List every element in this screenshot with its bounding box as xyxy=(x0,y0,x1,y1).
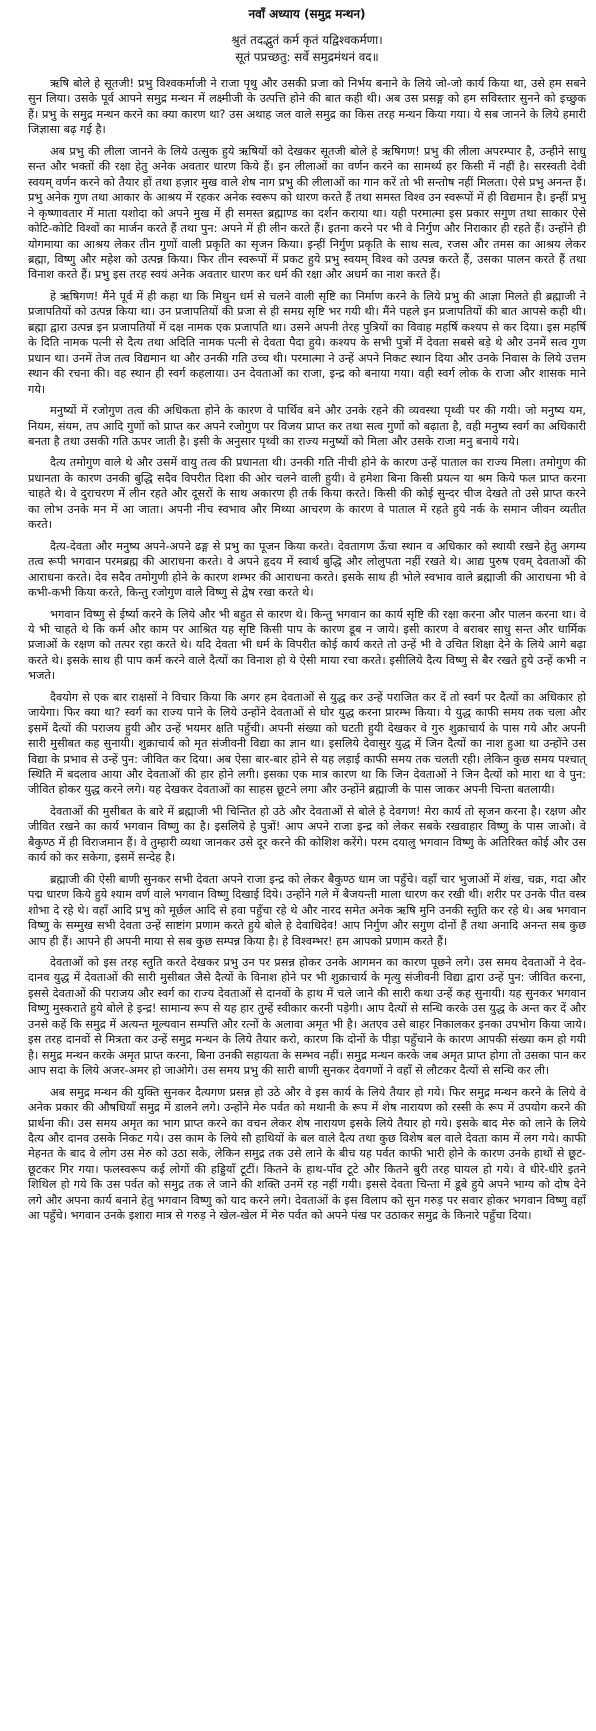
paragraph-11: देवताओं को इस तरह स्तुति करते देखकर प्रभु उन पर प्रसन्न होकर उनके आगमन का कारण पूछने लगे। उस समय देवताओं ने देव-दानव युद्ध में देवताओं की सारी मुसीबत जैसे दैत्यों के विनाश होने पर भी शुक्राचार्य के मृत्यु संजीवनी विद्या द्वारा उन्हें पुन: जीवित करना, इससे देवताओं की पराजय और स्वर्ग का राज्य देवताओं से दानवों के हाथ में चले जाने की सारी कथा उन्हें कह सुनायी। यह सुनकर भगवान विष्णु मुस्कराते हुये बोले हे इन्द्र! सामान्य रूप से यह हार तुम्हें स्वीकार करनी पड़ेगी। आप दैत्यों से सन्धि करके उस युद्ध के अन्त कर दें और उनसे कहें कि समुद्र में अत्यन्त मूल्यवान सम्पत्ति और रत्नों के अलावा अमृत भी है। अतएव उसे बाहर निकालकर इनका उपभोग किया जाये। इस तरह दानवों से मित्रता कर उन्हें समुद्र मन्थन के लिये तैयार करो, कारण कि दोनों के पीड़ा पहुँचाने के कारण आपकी संख्या कम हो गयी है। समुद्र मन्थन करके अमृत प्राप्त करना, बिना उनकी सहायता के सम्भव नहीं। समुद्र मन्थन करके जब अमृत प्राप्त होगा तो उसका पान कर आप सदा के लिये अजर-अमर हो जाओगे। उस समय प्रभु की सारी बाणी सुनकर देवगणों ने वहाँ से लौटकर दैत्यों से सन्धि कर ली। xyxy=(28,956,586,1078)
paragraph-1: ऋषि बोले हे सूतजी! प्रभु विश्वकर्माजी ने राजा पृथु और उसकी प्रजा को निर्भय बनाने के लिये जो-जो कार्य किया था, उसे हम सबने सुन लिया। उसके पूर्व आपने समुद्र मन्थन में लक्ष्मीजी के उत्पत्ति होने की बात कही थी। अब उस प्रसङ्ग को हम सविस्तार सुनने को इच्छुक हैं। प्रभु के समुद्र मन्थन करने का क्या कारण था? उस अथाह जल वाले समुद्र का किस तरह मन्थन किया गया। ये सब जानने के लिये हमारी जिज्ञासा बढ़ गई है। xyxy=(28,77,586,137)
paragraph-8: दैवयोग से एक बार राक्षसों ने विचार किया कि अगर हम देवताओं से युद्ध कर उन्हें पराजित कर दें तो स्वर्ग पर दैत्यों का अधिकार हो जायेगा। फिर क्या था? स्वर्ग का राज्य पाने के लिये उन्होंने देवताओं से घोर युद्ध करना प्रारम्भ किया। ये युद्ध काफी समय तक चला और इसमें दैत्यों की पराजय हुयी और उन्हें भयमर क्षति पहुँची। अपनी संख्या को घटती हुयी देखकर वे गुरु शुक्राचार्य के पास गये और अपनी सारी मुसीबत कह सुनायी। शुक्राचार्य को मृत संजीवनी विद्या का ज्ञान था। इसलिये देवासुर युद्ध में जिन दैत्यों का नाश हुआ था उन्होंने उस विद्या के प्रभाव से उन्हें पुन: जीवित कर दिया। अब ऐसा बार-बार होने से यह लड़ाई काफी समय तक चलती रही। लेकिन कुछ समय पश्चात् स्थिति में बदलाव आया और देवताओं की हार होने लगी। इसका एक मात्र कारण था कि जिन देवताओं ने जिन दैत्यों को मारा था वे पुन: जीवित होकर युद्ध करने लगे। यह देखकर देवताओं का साहस छूटने लगा और उन्होंने ब्रह्माजी के पास जाकर अपनी चिन्ता बतलायी। xyxy=(28,690,586,797)
paragraph-2: अब प्रभु की लीला जानने के लिये उत्सुक हुये ऋषियों को देखकर सूतजी बोले हे ऋषिगण! प्रभु की लीला अपरम्पार है, उन्हीने साधु सन्त और भक्तों की रक्षा हेतु अनेक अवतार धारण किये हैं। इन लीलाओं का वर्णन करने का सामर्थ्य हर किसी में नहीं है। सरस्वती देवी स्वयम् वर्णन करने को तैयार हों तथा हज़ार मुख वाले शेष नाग प्रभु की लीलाओं का गान करें तो भी सन्तोष नहीं मिलता। ऐसे प्रभु अनन्त हैं। प्रभु अनेक गुण तथा आकार के आश्रय में रहकर अनेक स्वरूप को धारण करते हैं तथा समस्त विश्व उन स्वरूपों में ही विद्यमान है। इन्हीं प्रभु ने कृष्णावतार में माता यशोदा को अपने मुख में ही समस्त ब्रह्माण्ड का दर्शन कराया था। यही परमात्मा इस प्रकार सगुण तथा साकार ऐसे कोटि-कोटि विश्वों का मार्जन करते हैं तथा पुन: अपने में ही लीन करते हैं। इतना करने पर भी वे निर्गुण और निराकार ही रहते हैं। उन्होंने ही योगमाया का आश्रय लेकर तीन गुणों वाली प्रकृति का सृजन किया। इन्हीं निर्गुण प्रकृति के साथ सत्व, रजस और तमस का आश्रय लेकर ब्रह्मा, विष्णु और महेश को उत्पन्न किया। फिर तीन स्वरूपों में प्रकट हुये प्रभु स्वयम् विश्व को उत्पन्न करते हैं, उसका पालन करते हैं तथा विनाश करते हैं। प्रभु इस तरह स्वयं अनेक अवतार धारण कर धर्म की रक्षा और अधर्म का नाश करते हैं। xyxy=(28,144,586,282)
paragraph-12: अब समुद्र मन्थन की युक्ति सुनकर दैत्यगण प्रसन्न हो उठे और वे इस कार्य के लिये तैयार हो गये। फिर समुद्र मन्थन करने के लिये वे अनेक प्रकार की औषधियाँ समुद्र में डालने लगे। उन्होंने मेरु पर्वत को मथानी के रूप में शेष नारायण को रस्सी के रूप में उपयोग करने की प्रार्थना की। उस समय अमृत का भाग प्राप्त करने का वचन लेकर शेष नारायण इसके लिये तैयार हो गये। इसके बाद मेरु को लाने के लिये दैत्य और दानव उसके निकट गये। उस काम के लिये सौ हाथियों के बल वाले दैत्य तथा कुछ विशेष बल वाले देवता काम में लग गये। काफी मेहनत के बाद वे लोग उस मेरु को उठा सके, लेकिन समुद्र तक उसे लाने के बीच यह पर्वत काफी भारी होने के कारण उनके हाथों से छूट-छूटकर गिर गया। फलस्वरूप कई लोगों की हड्डियाँ टूटीं। कितने के हाथ-पाँव टूटे और कितने बुरी तरह घायल हो गये। वे धीरे-धीरे इतने शिथिल हो गये कि उस पर्वत को समुद्र तक ले जाने की शक्ति उनमें रह नहीं गयी। इससे देवता चिन्ता में डूबे हुये अपने भाग्य को दोष देने लगे और अपना कार्य बनाने हेतु भगवान विष्णु को याद करने लगे। देवताओं के इस विलाप को सुन गरुड़ पर सवार होकर भगवान विष्णु वहाँ आ पहुँचे। भगवान उनके इशारा मात्र से गरुड़ ने खेल-खेल में मेरु पर्वत को अपने पंख पर उठाकर समुद्र के किनारे पहुँचा दिया। xyxy=(28,1085,586,1223)
paragraph-4: मनुष्यों में रजोगुण तत्व की अधिकता होने के कारण वे पार्थिव बने और उनके रहने की व्यवस्था पृथ्वी पर की गयी। जो मनुष्य यम, नियम, संयम, तप आदि गुणों को प्राप्त कर अपने रजोगुण पर विजय प्राप्त कर तथा सत्व गुणों को बढ़ाता है, वही मनुष्य स्वर्ग का अधिकारी बनता है तथा उसकी गति ऊपर जाती है। इसी के अनुसार पृथ्वी का राज्य मनुष्यों को मिला और उसके राजा मनु बनाये गये। xyxy=(28,404,586,448)
sanskrit-verse xyxy=(28,32,586,66)
verse-line-2: सूतं पप्रच्छतु: सर्वे समुद्रमंथनं वद॥ xyxy=(235,50,379,64)
paragraph-10: ब्रह्माजी की ऐसी बाणी सुनकर सभी देवता अपने राजा इन्द्र को लेकर बैकुण्ठ धाम जा पहुँचे। वहाँ चार भुजाओं में शंख, चक्र, गदा और पद्म धारण किये हुये श्याम वर्ण वाले भगवान विष्णु दिखाई दिये। उन्होंने गले में बैजयन्ती माला धारण कर रखी थी। शरीर पर उनके पीत वस्त्र शोभा दे रहे थे। वहाँ आदि प्रभु को मूर्छल आदि से हवा पहुँचा रहे थे और नारद समेत अनेक ऋषि मुनि उनकी स्तुति कर रहे थे। अब भगवान विष्णु के सम्मुख सभी देवता उन्हें साष्टांग प्रणाम करते हुये बोले हे देवाधिदेव! आप निर्गुण और सगुण दोनों हैं तथा अनादि अनन्त सब कुछ आप ही हैं। आपने ही अपनी माया से सब कुछ सम्पन्न किया है। हे विश्वम्भर! हम आपको प्रणाम करते हैं। xyxy=(28,872,586,948)
paragraph-9: देवताओं की मुसीबत के बारे में ब्रह्माजी भी चिन्तित हो उठे और देवताओं से बोले हे देवगण! मेरा कार्य तो सृजन करना है। रक्षण और जीवित रखने का कार्य भगवान विष्णु का है। इसलिये हे पुत्रों! आप अपने राजा इन्द्र को लेकर सबके रखवाहार विष्णु के पास जाओ। वे बैकुण्ठ में ही विराजमान हैं। वे तुम्हारी व्यथा जानकर उसे दूर करने की कोशिश करेंगे। परम दयालु भगवान विष्णु के अतिरिक्त कोई और उस कार्य को कर सकेगा, इसमें सन्देह है। xyxy=(28,804,586,865)
paragraph-7: भगवान विष्णु से ईर्ष्या करने के लिये और भी बहुत से कारण थे। किन्तु भगवान का कार्य सृष्टि की रक्षा करना और पालन करना था। वे ये भी चाहते थे कि कर्म और काम पर आश्रित यह सृष्टि किसी पाप के कारण डूब न जाये। इसी कारण वे बराबर साधु सन्त और धार्मिक प्रजाओं के रक्षण को तत्पर रहा करते थे। यदि देवता भी धर्म के विपरीत कोई कार्य करते तो उन्हें भी वे उचित शिक्षा देने के लिये आगे बढ़ा करते थे। इसके साथ ही पाप कर्म करने वाले दैत्यों का विनाश हो ये ऐसी माया रचा करते। इसीलिये दैत्य विष्णु से बैर रखते हुये उन्हें कभी न भजते। xyxy=(28,607,587,683)
paragraph-6: दैत्य-देवता और मनुष्य अपने-अपने ढङ्ग से प्रभु का पूजन किया करते। देवतागण ऊँचा स्थान व अधिकार को स्थायी रखने हेतु अगम्य तत्व रूपी भगवान परमब्रह्म की आराधना करते। वे अपने हृदय में स्वार्थ बुद्धि और लोलुपता नहीं रखते थे। आद्य पुरुष एवम् देवताओं की आराधना करते। देव सदैव तमोगुणी होने के कारण शम्भर की आराधना करते। इसके साथ ही भोले स्वभाव वाले ब्रह्माजी की आराधना भी वे कभी-कभी किया करते, किन्तु रजोगुण वाले विष्णु से द्वेष रखा करते थे। xyxy=(28,539,586,600)
chapter-title: नवाँ अध्याय (समुद्र मन्थन) xyxy=(248,7,366,21)
paragraph-5: दैत्य तमोगुण वाले थे और उसमें वायु तत्व की प्रधानता थी। उनकी गति नीची होने के कारण उन्हें पाताल का राज्य मिला। तमोगुण की प्रधानता के कारण उनकी बुद्धि सदैव विपरीत दिशा की ओर चलने वाली हुयी। वे हमेशा बिना किसी प्रयत्न या श्रम किये फल प्राप्त करना चाहते थे। वे दुराचरण में लीन रहते और दूसरों के साथ अकारण ही तर्क किया करते। किसी की कोई सुन्दर चीज देखते तो उसे प्राप्त करने का लोभ उनके मन में आ जाता। अपनी नीच स्वभाव और मिथ्या आचरण के कारण वे पाताल में रहते हुये नर्क के समान जीवन व्यतीत करते। xyxy=(28,456,586,532)
paragraph-3: हे ऋषिगण! मैंने पूर्व में ही कहा था कि मिथुन धर्म से चलने वाली सृष्टि का निर्माण करने के लिये प्रभु की आज्ञा मिलते ही ब्रह्माजी ने प्रजापतियों को उत्पन्न किया था। उन प्रजापतियों की प्रजा से ही समग्र सृष्टि भर गयी थी। मैंने पहले इन प्रजापतियों की बात आपसे कही थी। ब्रह्मा द्वारा उत्पन्न इन प्रजापतियों में दक्ष नामक एक प्रजापति था। उसने अपनी तेरह पुत्रियों का विवाह महर्षि कश्यप से कर दिया। इस महर्षि के दिति नामक पत्नी से दैत्य तथा अदिति नामक पत्नी से देवता पैदा हुये। कश्यप के सभी पुत्रों में देवता सबसे बड़े थे और उनमें सत्व गुण प्रधान था। उनमें तेज तत्व विद्यमान था और उनकी गति उच्च थी। परमात्मा ने उन्हें अपने निकट स्थान दिया और उनके निवास के लिये उत्तम स्थान की रचना की। वह स्थान ही स्वर्ग कहलाया। उन देवताओं का राजा, इन्द्र को बनाया गया। वही स्वर्ग लोक के राजा और शासक माने गये। xyxy=(28,289,586,396)
verse-line-1: श्रुतं तदद्भुतं कर्म कृतं यद्विश्वकर्मणा। xyxy=(231,33,383,47)
